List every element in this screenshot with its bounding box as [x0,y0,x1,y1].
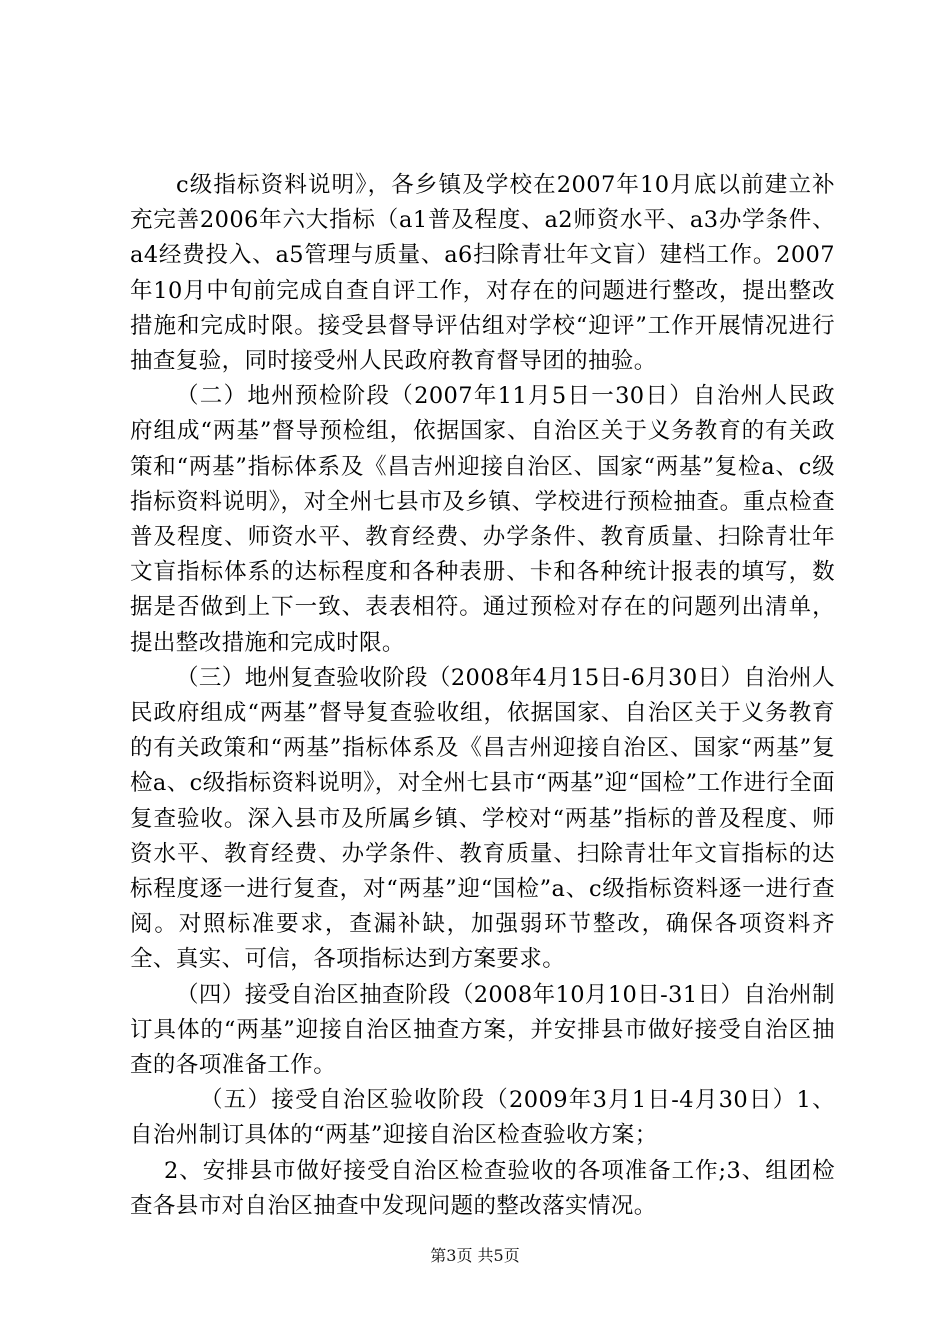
page-number-footer: 第3页 共5页 [430,1246,520,1265]
document-body [130,168,835,1224]
paragraph-section-2: （二）地州预检阶段（2007年11月5日一30日）自治州人民政府组成“两基”督导预检组，依据国家、自治区关于义务教育的有关政策和“两基”指标体系及《昌吉州迎接自治区、国家“两基”复检a、c级指标资料说明》，对全州七县市及乡镇、学校进行预检抽查。重点检查普及程度、师资水平、教育经费、办学条件、教育质量、扫除青壮年文盲指标体系的达标程度和各种表册、卡和各种统计报表的填写，数据是否做到上下一致、表表相符。通过预检对存在的问题列出清单，提出整改措施和完成时限。 [130,383,835,656]
paragraph-continuation: c级指标资料说明》，各乡镇及学校在2007年10月底以前建立补充完善2006年六大指标（a1普及程度、a2师资水平、a3办学条件、a4经费投入、a5管理与质量、a6扫除青壮年文盲）建档工作。2007年10月中旬前完成自查自评工作，对存在的问题进行整改，提出整改措施和完成时限。接受县督导评估组对学校“迎评”工作开展情况进行抽查复验，同时接受州人民政府教育督导团的抽验。 [130,172,835,375]
paragraph-section-5-items: 2、安排县市做好接受自治区检查验收的各项准备工作;3、组团检查各县市对自治区抽查中发现问题的整改落实情况。 [130,1157,835,1219]
paragraph-section-4: （四）接受自治区抽查阶段（2008年10月10日-31日）自治州制订具体的“两基”迎接自治区抽查方案，并安排县市做好接受自治区抽查的各项准备工作。 [130,981,835,1079]
paragraph-section-5: （五）接受自治区验收阶段（2009年3月1日-4月30日）1、自治州制订具体的“两基”迎接自治区检查验收方案； [130,1087,835,1149]
paragraph-section-3: （三）地州复查验收阶段（2008年4月15日-6月30日）自治州人民政府组成“两基”督导复查验收组，依据国家、自治区关于义务教育的有关政策和“两基”指标体系及《昌吉州迎接自治区、国家“两基”复检a、c级指标资料说明》，对全州七县市“两基”迎“国检”工作进行全面复查验收。深入县市及所属乡镇、学校对“两基”指标的普及程度、师资水平、教育经费、办学条件、教育质量、扫除青壮年文盲指标的达标程度逐一进行复查，对“两基”迎“国检”a、c级指标资料逐一进行查阅。对照标准要求，查漏补缺，加强弱环节整改，确保各项资料齐全、真实、可信，各项指标达到方案要求。 [130,664,835,973]
